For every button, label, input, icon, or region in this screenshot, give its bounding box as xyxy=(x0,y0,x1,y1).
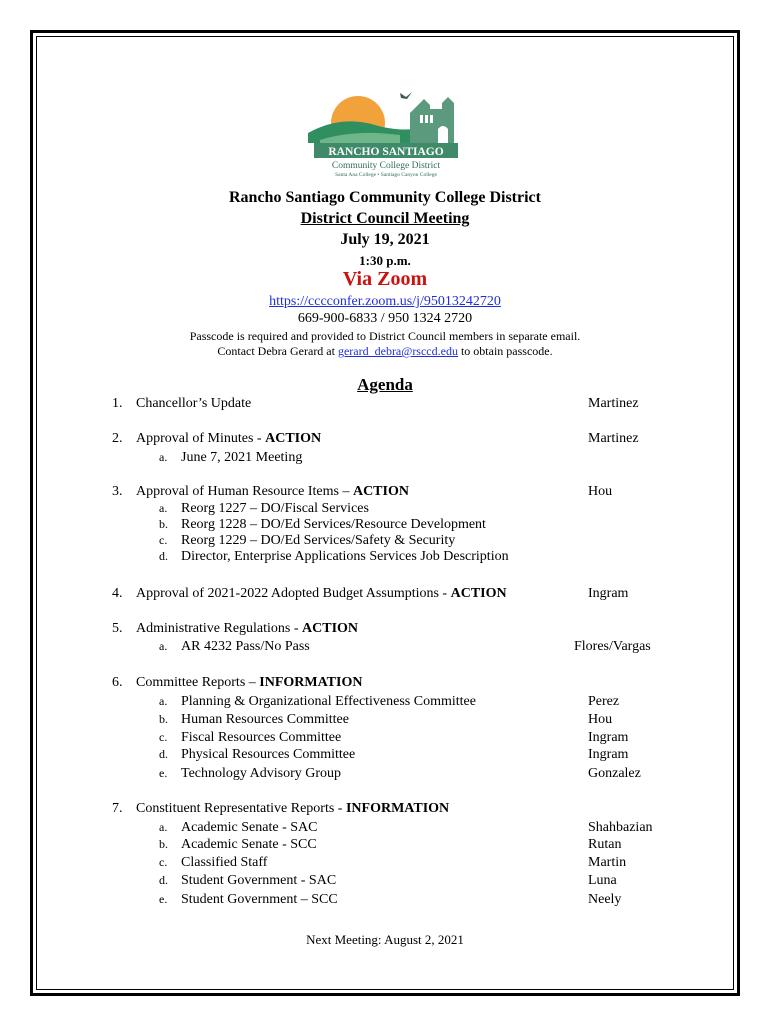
district-title: Rancho Santiago Community College District xyxy=(229,189,541,206)
item-tag: INFORMATION xyxy=(345,801,450,816)
passcode-note: Passcode is required and provided to District Council members in separate email. xyxy=(189,329,581,343)
presenter: Perez xyxy=(588,694,620,709)
sub-item: b. Academic Senate - SCC xyxy=(159,837,317,852)
presenter: Gonzalez xyxy=(588,766,641,781)
sub-item: a. Reorg 1227 – DO/Fiscal Services xyxy=(159,501,369,516)
sub-item: a. Planning & Organizational Effectiveness Committee xyxy=(159,694,476,709)
item-number: 4. xyxy=(112,586,123,601)
sub-item: b. Reorg 1228 – DO/Ed Services/Resource Development xyxy=(159,517,486,532)
presenter: Hou xyxy=(588,712,613,727)
item-number: 3. xyxy=(112,484,123,499)
agenda-item-4 xyxy=(112,586,507,602)
item-tag: INFORMATION xyxy=(259,675,363,690)
item-number: 2. xyxy=(112,431,123,446)
presenter: Rutan xyxy=(588,837,622,852)
agenda-item-3 xyxy=(112,484,409,500)
meeting-title: District Council Meeting xyxy=(300,210,470,227)
item-tag: ACTION xyxy=(302,621,359,636)
item-text: Approval of Human Resource Items – xyxy=(136,484,353,499)
logo-bird xyxy=(400,92,412,99)
sub-item: d. Director, Enterprise Applications Services Job Description xyxy=(159,549,509,564)
item-text: Chancellor’s Update xyxy=(136,396,252,411)
meeting-time: 1:30 p.m. xyxy=(359,253,411,268)
item-tag: ACTION xyxy=(265,431,322,446)
agenda-item-5 xyxy=(112,621,358,637)
sub-item: c. Classified Staff xyxy=(159,855,268,870)
presenter: Ingram xyxy=(588,586,629,601)
contact-suffix: to obtain passcode. xyxy=(460,344,553,358)
sub-item: a. AR 4232 Pass/No Pass xyxy=(159,639,310,654)
sub-item: c. Reorg 1229 – DO/Ed Services/Safety & Security xyxy=(159,533,456,548)
sub-item: a. Academic Senate - SAC xyxy=(159,820,318,835)
item-tag: ACTION xyxy=(450,586,507,601)
page-border-inner xyxy=(36,36,734,990)
logo-subtitle: Community College District xyxy=(331,161,441,171)
presenter: Ingram xyxy=(588,730,629,745)
contact-email-link[interactable]: gerard_debra@rsccd.edu xyxy=(337,344,458,358)
contact-prefix: Contact Debra Gerard at xyxy=(217,344,335,358)
district-logo xyxy=(300,85,470,177)
item-text: Committee Reports – xyxy=(136,675,260,690)
item-text: Approval of Minutes - xyxy=(136,431,266,446)
item-text: Administrative Regulations - xyxy=(136,621,303,636)
logo-name: RANCHO SANTIAGO xyxy=(328,146,444,158)
sub-item: d. Physical Resources Committee xyxy=(159,747,356,762)
presenter: Ingram xyxy=(588,747,629,762)
presenter: Hou xyxy=(588,484,613,499)
logo-colleges: Santa Ana College • Santiago Canyon College xyxy=(335,172,437,177)
item-number: 5. xyxy=(112,621,123,636)
sub-item: c. Fiscal Resources Committee xyxy=(159,730,342,745)
presenter: Neely xyxy=(588,892,622,907)
next-meeting: Next Meeting: August 2, 2021 xyxy=(306,932,464,947)
sub-item: d. Student Government - SAC xyxy=(159,873,337,888)
agenda-item-2 xyxy=(112,431,321,447)
presenter: Flores/Vargas xyxy=(574,639,651,654)
item-tag: ACTION xyxy=(352,484,409,499)
item-number: 6. xyxy=(112,675,123,690)
via-zoom-heading: Via Zoom xyxy=(342,268,428,290)
contact-line xyxy=(0,344,770,359)
sub-item: a. June 7, 2021 Meeting xyxy=(159,450,303,465)
item-text: Approval of 2021-2022 Adopted Budget Assumptions - xyxy=(136,586,451,601)
item-number: 7. xyxy=(112,801,123,816)
item-text: Constituent Representative Reports - xyxy=(136,801,346,816)
sub-item: e. Technology Advisory Group xyxy=(159,766,342,781)
agenda-heading: Agenda xyxy=(357,375,413,394)
sub-item: b. Human Resources Committee xyxy=(159,712,349,727)
dial-in-numbers: 669-900-6833 / 950 1324 2720 xyxy=(297,311,473,326)
zoom-link[interactable]: https://cccconfer.zoom.us/j/95013242720 xyxy=(269,294,501,309)
agenda-item-7 xyxy=(112,801,449,817)
agenda-item-1 xyxy=(112,396,251,412)
presenter: Martinez xyxy=(588,431,639,446)
presenter: Luna xyxy=(588,873,617,888)
agenda-item-6 xyxy=(112,675,362,691)
sub-item: e. Student Government – SCC xyxy=(159,892,338,907)
presenter: Martin xyxy=(588,855,627,870)
presenter: Martinez xyxy=(588,396,639,411)
item-number: 1. xyxy=(112,396,123,411)
meeting-date: July 19, 2021 xyxy=(340,231,430,248)
presenter: Shahbazian xyxy=(588,820,653,835)
